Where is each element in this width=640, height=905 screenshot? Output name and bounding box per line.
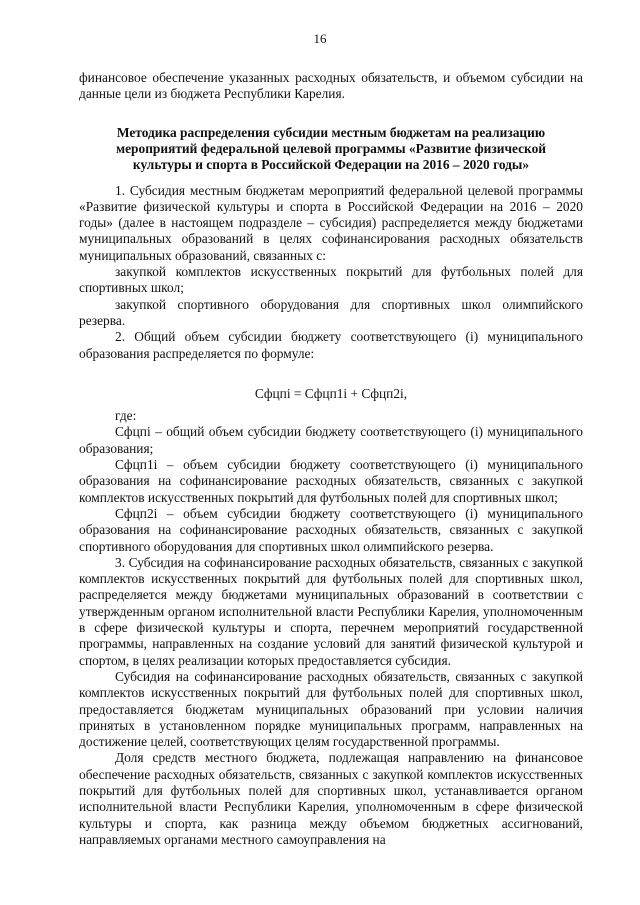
paragraph-1: 1. Субсидия местным бюджетам мероприятий федеральной целевой программы «Развитие физической культуры и спорта в Российской Федерации на 2016 – 2020 годы» (далее в настоящем подразделе – субсидия) распределяется между бюджетами муниципальных образований в целях софинансирования расходных обязательств муниципальных образований, связанных с:	[79, 182, 583, 263]
paragraph-4: Субсидия на софинансирование расходных обязательств, связанных с закупкой комплектов искусственных покрытий для футбольных полей для спортивных школ, предоставляется бюджетам муниципальных образований при условии наличия принятых в установленном порядке муниципальных программ, направленных на достижение целей, соответствующих целям государственной программы.	[79, 668, 583, 750]
paragraph-1-item-b: закупкой спортивного оборудования для спортивных школ олимпийского резерва.	[79, 296, 583, 328]
paragraph-3: 3. Субсидия на софинансирование расходных обязательств, связанных с закупкой комплектов искусственных покрытий для футбольных полей для спортивных школ, распределяется между бюджетами муниципальных образований в соответствии с утвержденным органом исполнительной власти Республики Карелия, уполномоченным в сфере физической культуры и спорта, перечнем мероприятий государственной программы, направленных на создание условий для занятий физической культурой и спортом, в целях реализации которых предоставляется субсидия.	[79, 554, 583, 668]
paragraph-1-item-a: закупкой комплектов искусственных покрытий для футбольных полей для спортивных школ;	[79, 264, 583, 296]
page-number: 16	[313, 31, 327, 46]
lead-paragraph: финансовое обеспечение указанных расходных обязательств, и объемом субсидии на данные цели из бюджета Республики Карелия.	[79, 70, 583, 102]
paragraph-2: 2. Общий объем субсидии бюджету соответствующего (i) муниципального образования распределяется по формуле:	[79, 329, 583, 361]
where-label: где:	[115, 408, 137, 424]
formula: Сфцпi = Сфцп1i + Сфцп2i,	[254, 385, 408, 401]
document-body	[79, 70, 583, 848]
definition-2: Сфцп1i – объем субсидии бюджету соответствующего (i) муниципального образования на софинансирование расходных обязательств, связанных с закупкой комплектов искусственных покрытий для футбольных полей для спортивных школ;	[79, 457, 583, 505]
section-heading: Методика распределения субсидии местным бюджетам на реализацию мероприятий федеральной целевой программы «Развитие физической культуры и спорта в Российской Федерации на 2016 – 2020 годы»	[115, 124, 546, 172]
definition-1: Сфцпi – общий объем субсидии бюджету соответствующего (i) муниципального образования;	[79, 424, 583, 456]
paragraph-5: Доля средств местного бюджета, подлежащая направлению на финансовое обеспечение расходных обязательств, связанных с закупкой комплектов искусственных покрытий для футбольных полей для спортивных школ, устанавливается органом исполнительной власти Республики Карелия, уполномоченным в сфере физической культуры и спорта, как разница между объемом бюджетных ассигнований, направляемых органами местного самоуправления на	[79, 750, 583, 847]
definition-3: Сфцп2i – объем субсидии бюджету соответствующего (i) муниципального образования на софинансирование расходных обязательств, связанных с закупкой спортивного оборудования для спортивных школ олимпийского резерва.	[79, 505, 583, 554]
